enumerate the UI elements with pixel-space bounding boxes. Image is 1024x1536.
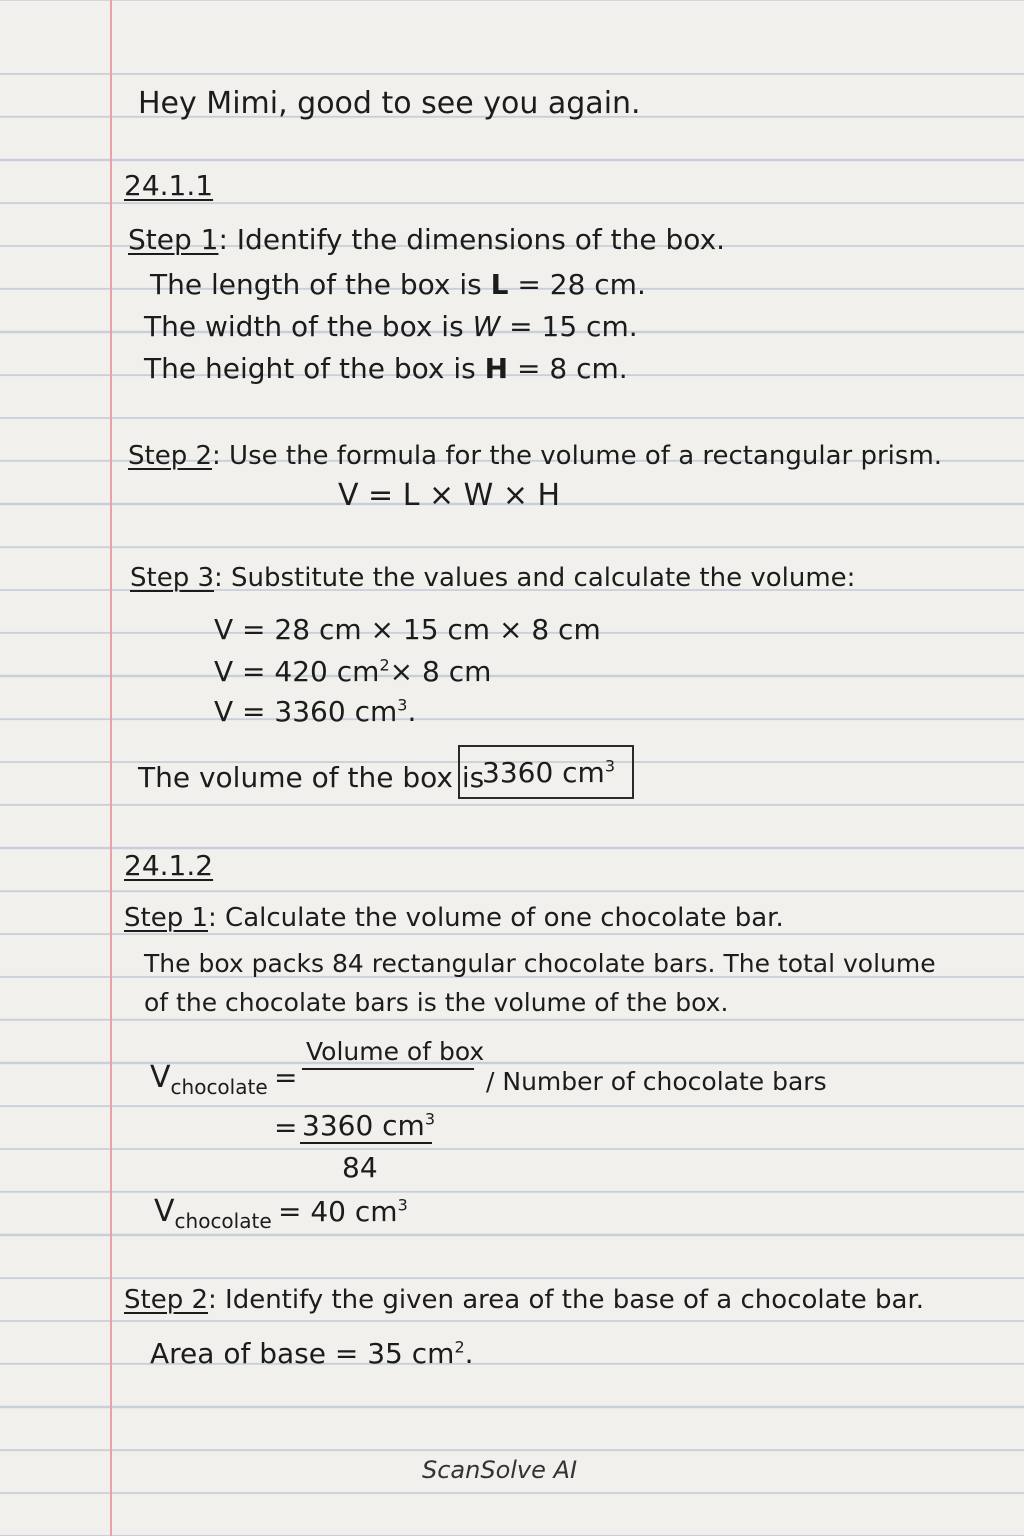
step3-text: : Substitute the values and calculate the volume: (214, 563, 856, 593)
num2-main: 3360 cm (302, 1109, 425, 1142)
answer-box (458, 745, 634, 799)
step1-text: : Identify the dimensions of the box. (218, 223, 726, 256)
step2-text: : Use the formula for the volume of a rectangular prism. (212, 441, 943, 471)
result-exp: 3 (397, 1195, 408, 1215)
num2-exp: 3 (424, 1109, 436, 1129)
length-prefix: The length of the box is (150, 268, 491, 301)
area-exp: 2 (454, 1337, 465, 1357)
calc-line-2 (214, 654, 491, 690)
answer-main: 3360 cm (482, 756, 605, 789)
greeting: Hey Mimi, good to see you again. (138, 86, 641, 121)
v-chocolate-result (278, 1194, 408, 1230)
area-of-base (150, 1336, 474, 1372)
width-prefix: The width of the box is (144, 310, 473, 343)
width-line (144, 309, 638, 345)
step1-title (128, 222, 725, 258)
v-symbol: V (150, 1060, 171, 1095)
volume-formula: V = L × W × H (338, 478, 561, 513)
answer-value (482, 755, 615, 791)
v-chocolate-symbol-2 (154, 1194, 272, 1233)
calc-line-1: V = 28 cm × 15 cm × 8 cm (214, 613, 601, 646)
fraction-denominator-text: / Number of chocolate bars (486, 1067, 827, 1096)
part2-step1-label: Step 1 (124, 903, 209, 933)
section-heading-24-1-1: 24.1.1 (124, 169, 214, 202)
area-main: Area of base = 35 cm (150, 1337, 455, 1370)
v-chocolate-symbol (150, 1060, 268, 1099)
length-value: = 28 cm. (508, 268, 646, 301)
fraction-bar-2 (300, 1142, 432, 1144)
fraction-numerator: Volume of box (306, 1037, 485, 1066)
part2-step1-text: : Calculate the volume of one chocolate bar. (208, 903, 784, 933)
fraction-bar-1 (302, 1068, 474, 1070)
footer-brand: ScanSolve AI (422, 1456, 578, 1484)
width-var: W (472, 310, 501, 343)
v-sub: chocolate (170, 1075, 268, 1099)
area-end: . (464, 1337, 474, 1370)
length-var: L (490, 268, 509, 301)
calc-line-2-exp: 2 (379, 655, 390, 675)
step3-title (130, 560, 855, 596)
result-main: = 40 cm (278, 1195, 398, 1228)
part2-paragraph-line-2: of the chocolate bars is the volume of the box. (144, 988, 729, 1017)
part2-step2-label: Step 2 (124, 1285, 209, 1315)
calc-line-3 (214, 694, 416, 730)
fraction-numerator-2 (302, 1108, 435, 1144)
equals-sign-2: = (274, 1111, 298, 1144)
v-symbol-2: V (154, 1194, 175, 1229)
step2-label: Step 2 (128, 441, 213, 471)
part2-step2-text: : Identify the given area of the base of a chocolate bar. (208, 1285, 925, 1315)
v-sub-2: chocolate (174, 1209, 272, 1233)
equals-sign-1: = (274, 1061, 298, 1094)
part2-step1-title (124, 900, 784, 936)
fraction-denominator-2: 84 (342, 1151, 378, 1184)
calc-line-2-a: V = 420 cm (214, 655, 380, 688)
calc-line-3-b: . (407, 695, 417, 728)
section-heading-24-1-2: 24.1.2 (124, 849, 214, 882)
calc-line-2-b: × 8 cm (389, 655, 492, 688)
calc-line-3-a: V = 3360 cm (214, 695, 398, 728)
answer-exp: 3 (604, 756, 616, 776)
width-value: = 15 cm. (500, 310, 638, 343)
height-line (144, 351, 628, 387)
notebook-margin-line (110, 0, 112, 1536)
height-var: H (484, 352, 509, 385)
volume-result-text: The volume of the box is (138, 761, 485, 794)
calc-line-3-exp: 3 (397, 695, 408, 715)
step3-label: Step 3 (130, 563, 215, 593)
step1-label: Step 1 (128, 223, 219, 256)
height-prefix: The height of the box is (144, 352, 485, 385)
part2-paragraph-line-1: The box packs 84 rectangular chocolate bars. The total volume (144, 949, 936, 978)
step2-title (128, 438, 942, 474)
height-value: = 8 cm. (508, 352, 628, 385)
length-line (150, 267, 646, 303)
part2-step2-title (124, 1282, 924, 1318)
